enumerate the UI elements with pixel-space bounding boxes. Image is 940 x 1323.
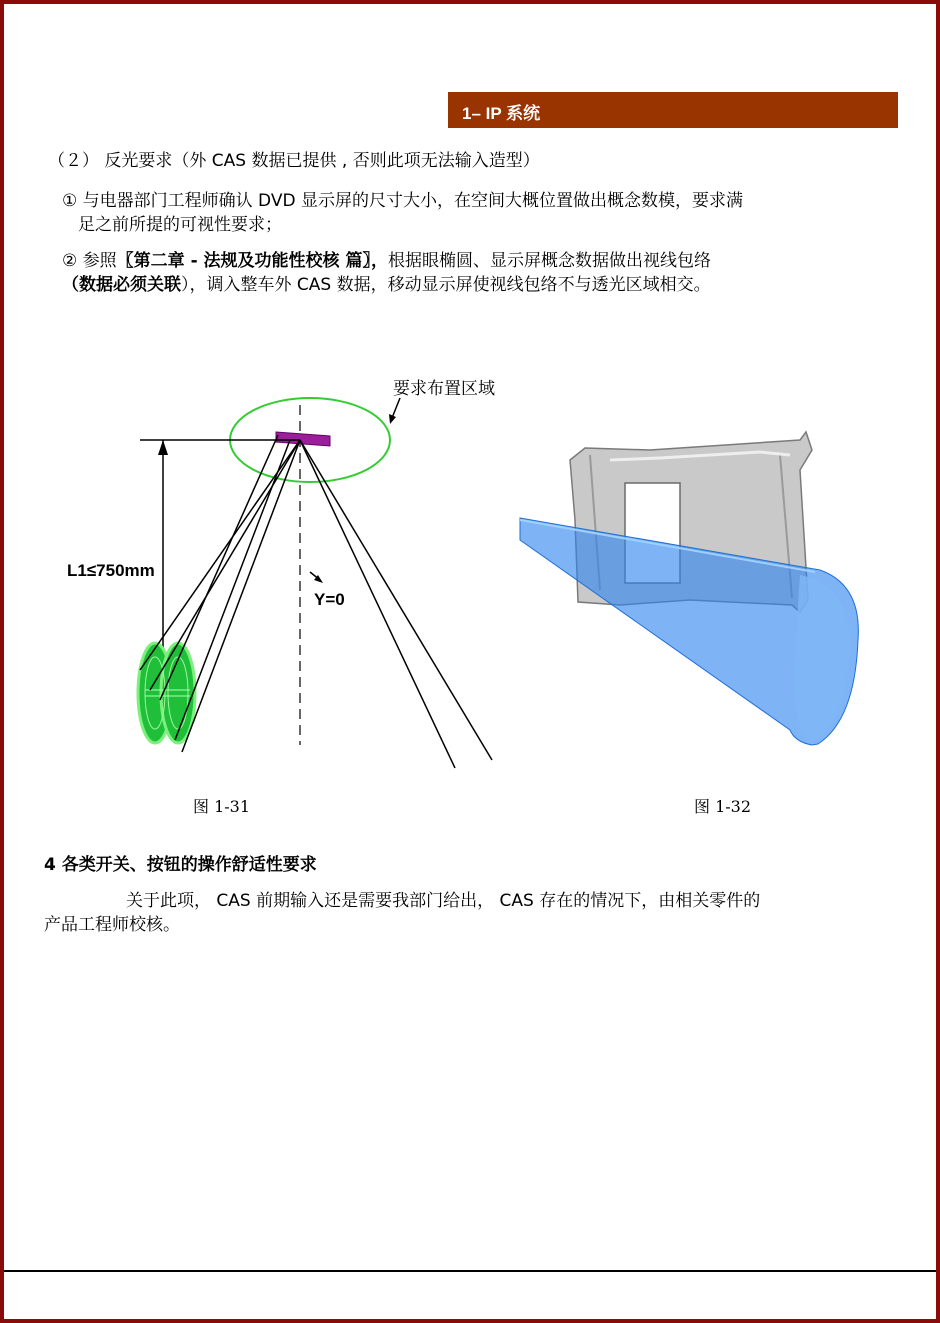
area-label-arrowhead [389, 414, 396, 424]
figure-1-32-3d-view [515, 425, 865, 755]
point2-reference: 〖第二章 - 法规及功能性校核 篇〗， [116, 251, 388, 271]
section4-heading: 4 各类开关、按钮的操作舒适性要求 [44, 855, 317, 875]
y0-label: Y=0 [314, 590, 345, 609]
section4-body-line2: 产品工程师校核。 [44, 915, 180, 935]
section-title-banner: 1– IP 系统 [448, 92, 898, 128]
point2-line2-rest: ），调入整车外 CAS 数据，移动显示屏使视线包络不与透光区域相交。 [181, 275, 711, 295]
eye-ellipses [138, 643, 195, 743]
point1-line1: ① 与电器部门工程师确认 DVD 显示屏的尺寸大小，在空间大概位置做出概念数模，要求满 [62, 191, 743, 211]
area-label-leader [392, 398, 400, 418]
area-label: 要求布置区域 [393, 379, 495, 398]
section4-body-line1: 关于此项， CAS 前期输入还是需要我部门给出， CAS 存在的情况下，由相关零件的 [126, 891, 761, 911]
figure-1-31-caption: 图 1-31 [193, 797, 251, 816]
point2-prefix: ② 参照 [62, 251, 117, 271]
item2-heading: （２） 反光要求（外 CAS 数据已提供 , 否则此项无法输入造型） [48, 151, 540, 171]
figure-1-31-diagram [0, 360, 520, 790]
figure-1-32-caption: 图 1-32 [694, 797, 752, 816]
distance-label: L1≤750mm [67, 561, 155, 580]
point2-rest: 根据眼椭圆、显示屏概念数据做出视线包络 [387, 251, 711, 271]
point1-line2: 足之前所提的可视性要求； [78, 215, 282, 235]
footer-rule [4, 1270, 936, 1272]
dimension-arrow-top [158, 440, 168, 455]
point2-line2 [62, 273, 711, 297]
point2-line1 [62, 249, 711, 273]
point2-association-note: （数据必须关联 [62, 275, 181, 295]
